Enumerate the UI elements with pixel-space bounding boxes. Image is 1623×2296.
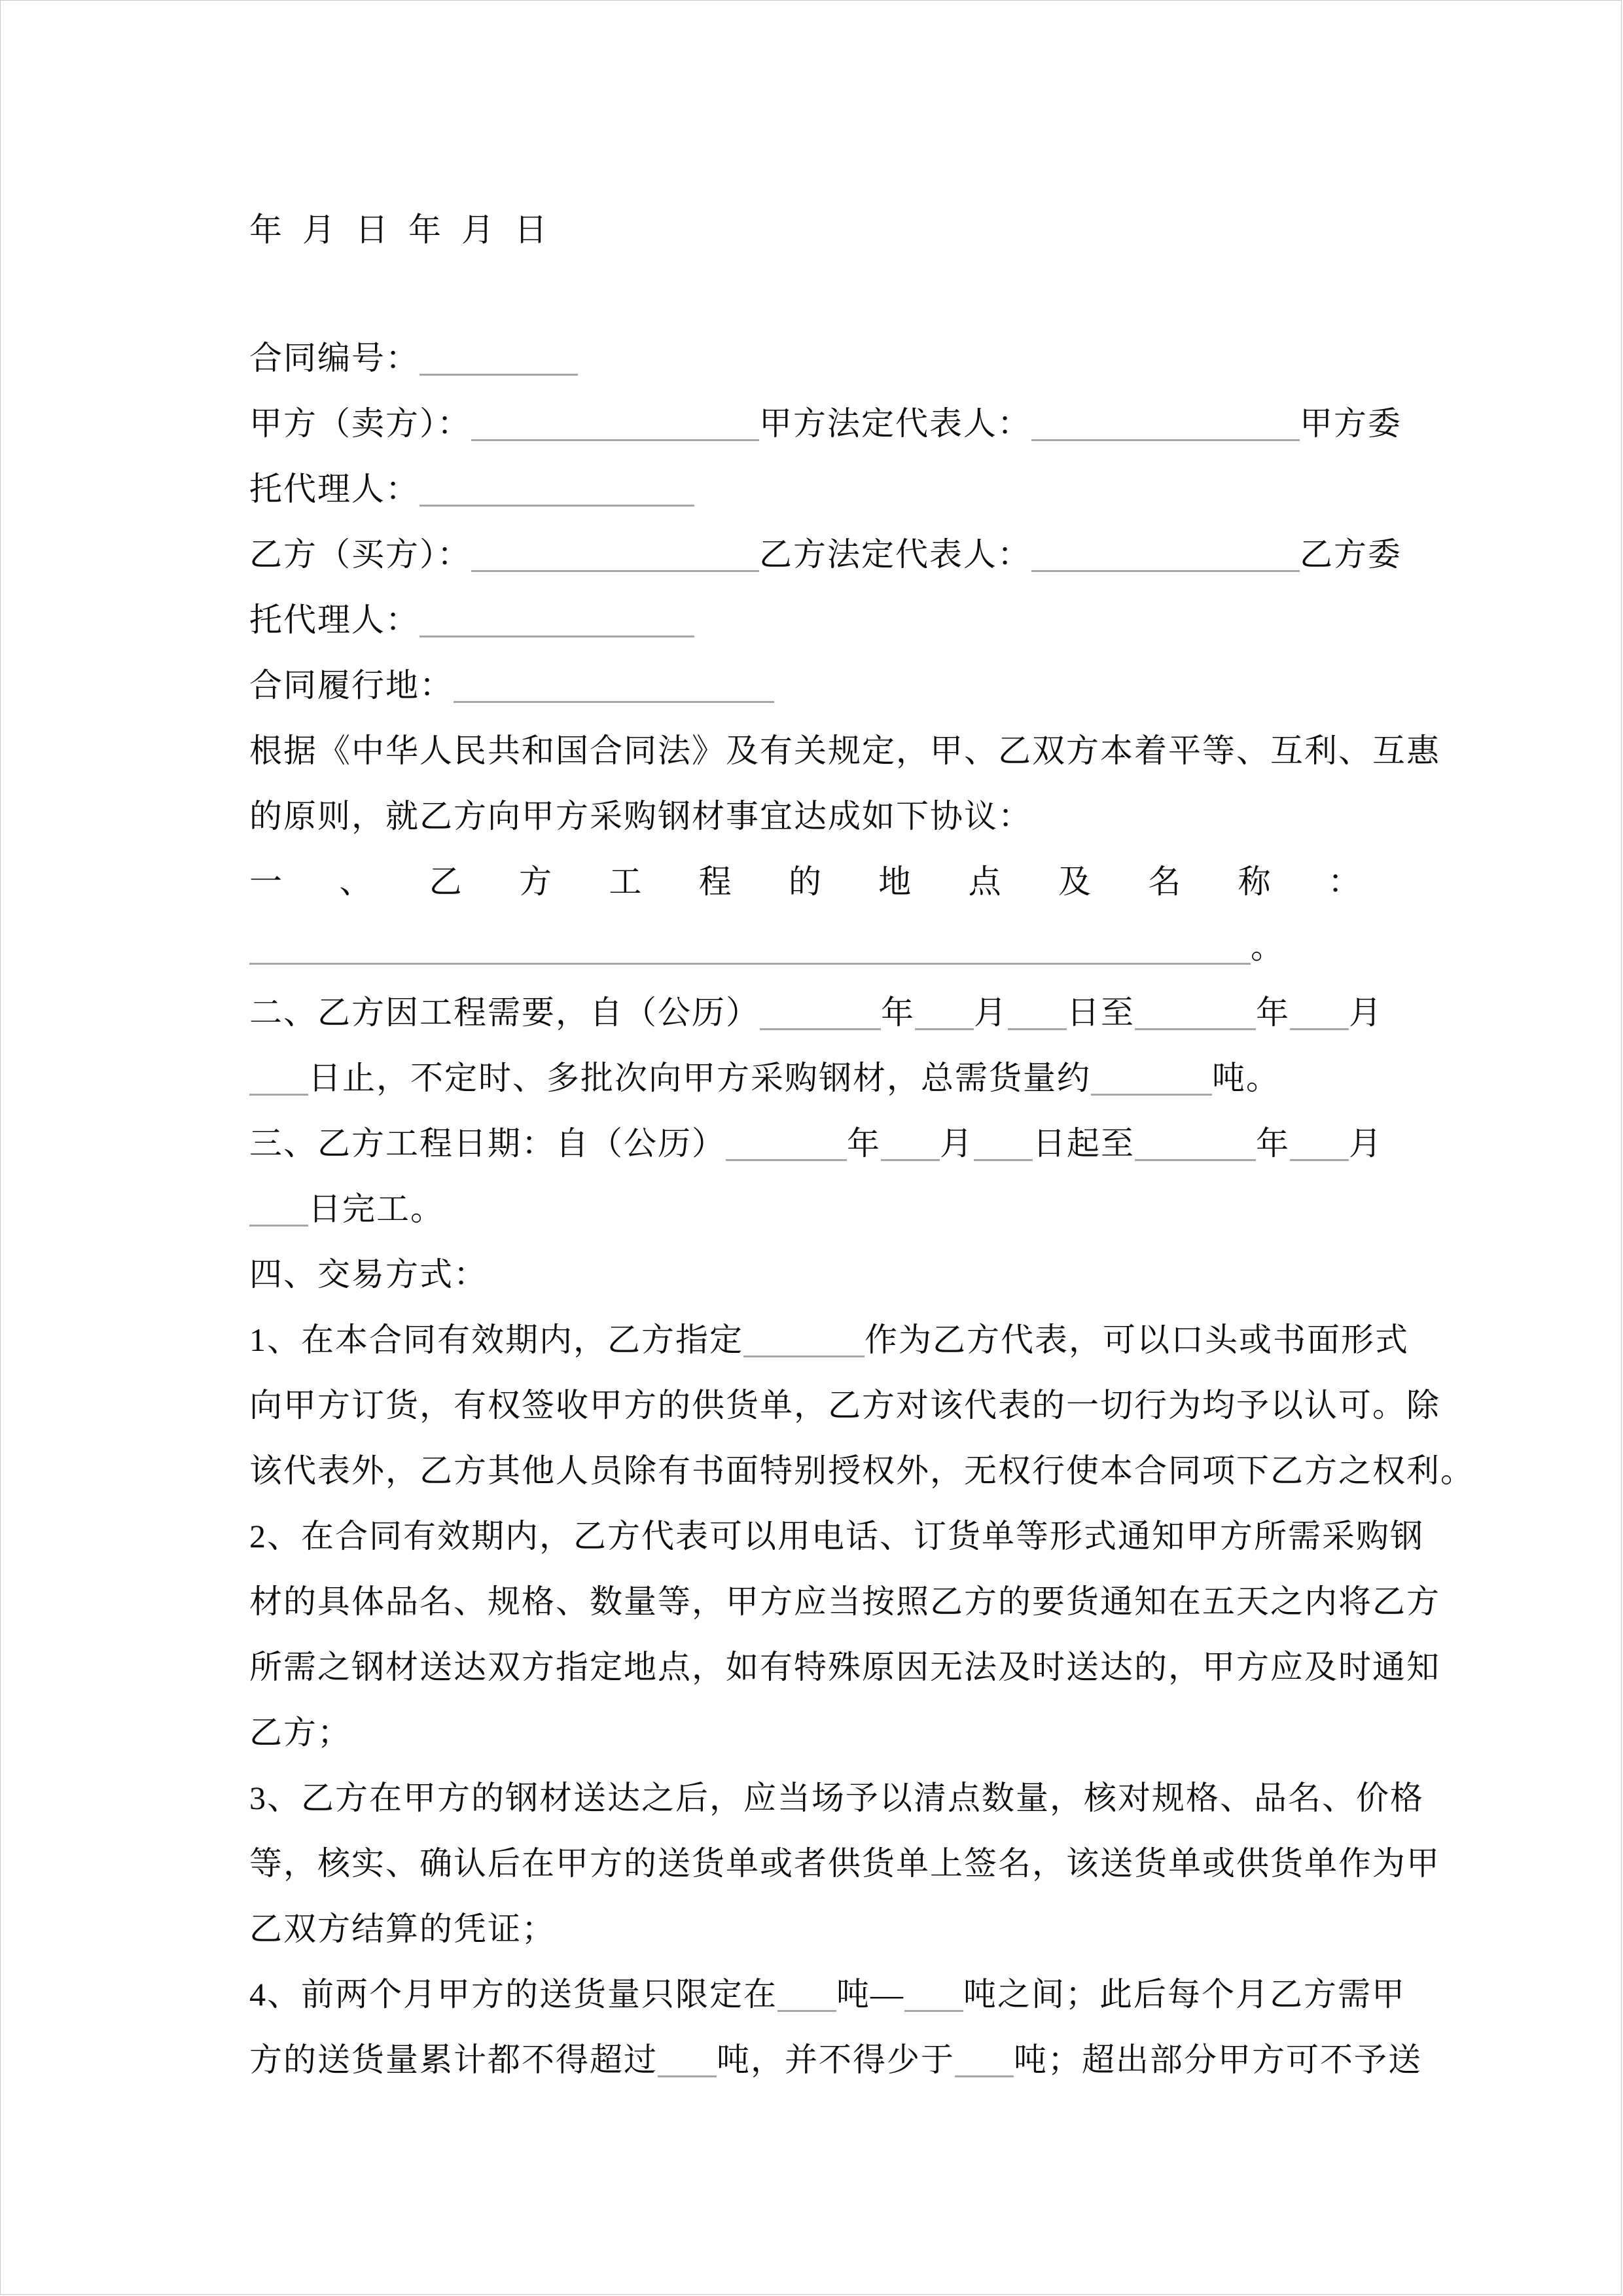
blank-field xyxy=(1031,570,1300,572)
line-party-a-agent xyxy=(249,456,1447,522)
text-run: 3、乙方在甲方的钢材送达之后，应当场予以清点数量，核对规格、品名、价格 xyxy=(249,1780,1424,1816)
line-party-a xyxy=(249,391,1447,456)
text-run: 作为乙方代表，可以口头或书面形式 xyxy=(865,1321,1409,1358)
line-clause-4-1-c xyxy=(249,1438,1474,1503)
text-run: 方 xyxy=(518,863,553,900)
text-run: 的 xyxy=(788,863,823,900)
text-run: 年 xyxy=(881,994,915,1031)
text-run: 月 xyxy=(1349,1125,1383,1162)
text-run: 吨，并不得少于 xyxy=(717,2041,955,2078)
line-preamble-1 xyxy=(249,718,1447,783)
text-run: 四、交易方式： xyxy=(249,1256,488,1293)
text-run: 2、在合同有效期内，乙方代表可以用电话、订货单等形式通知甲方所需采购钢 xyxy=(249,1518,1424,1554)
line-contract-number xyxy=(249,325,1447,391)
line-party-b xyxy=(249,522,1447,587)
text-run: 日止，不定时、多批次向甲方采购钢材，总需货量约 xyxy=(308,1060,1091,1096)
text-run: 点 xyxy=(968,863,1003,900)
blank-field xyxy=(904,2010,963,2012)
text-run: 工 xyxy=(609,863,643,900)
blank-field xyxy=(1135,1028,1256,1030)
document-body xyxy=(249,197,1474,2092)
blank-field xyxy=(1290,1028,1349,1030)
text-run: 托代理人： xyxy=(249,471,419,507)
text-run: 甲方（卖方）： xyxy=(249,405,471,442)
line-clause-4-3-a xyxy=(249,1765,1447,1831)
text-run: 1、在本合同有效期内，乙方指定 xyxy=(249,1321,743,1358)
text-run: 乙方委 xyxy=(1300,536,1402,573)
text-run: 称 xyxy=(1238,863,1272,900)
text-run: 的原则，就乙方向甲方采购钢材事宜达成如下协议： xyxy=(249,798,1032,834)
line-clause-4-2-c xyxy=(249,1634,1447,1700)
line-clause-1-blank xyxy=(249,914,1447,980)
text-run: 。 xyxy=(1251,929,1285,965)
blank-field xyxy=(419,505,694,507)
text-run: 甲方法定代表人： xyxy=(759,405,1031,442)
line-clause-4-1-a xyxy=(249,1307,1447,1372)
blank-field xyxy=(915,1028,974,1030)
text-run: 方的送货量累计都不得超过 xyxy=(249,2041,658,2078)
text-run: 乙 xyxy=(429,863,463,900)
text-run: 三、乙方工程日期：自（公历） xyxy=(249,1125,726,1162)
text-run: 吨。 xyxy=(1212,1060,1280,1096)
text-run: 甲方委 xyxy=(1300,405,1402,442)
blank-field xyxy=(249,1094,308,1096)
text-run: 年 xyxy=(847,1125,881,1162)
blank-field xyxy=(471,439,759,441)
text-run: 根据《中华人民共和国合同法》及有关规定，甲、乙双方本着平等、互利、互惠 xyxy=(249,732,1440,769)
text-run: 、 xyxy=(339,863,374,900)
text-run: 合同编号： xyxy=(249,340,419,376)
blank-field xyxy=(419,636,694,637)
text-run: 吨之间；此后每个月乙方需甲 xyxy=(963,1976,1406,2013)
text-run: 程 xyxy=(698,863,733,900)
blank-field xyxy=(1091,1094,1212,1096)
blank-field xyxy=(1031,439,1300,441)
text-run: 月 xyxy=(940,1125,974,1162)
text-run: 乙双方结算的凭证； xyxy=(249,1910,556,1947)
line-clause-4-2-a xyxy=(249,1503,1447,1569)
line-party-b-agent xyxy=(249,587,1447,653)
blank-field xyxy=(743,1355,865,1357)
line-clause-4-title xyxy=(249,1242,1447,1307)
text-run: 4、前两个月甲方的送货量只限定在 xyxy=(249,1976,777,2013)
line-performance-place xyxy=(249,653,1447,718)
text-run: 月 xyxy=(1349,994,1383,1031)
text-run: 吨；超出部分甲方可不予送 xyxy=(1014,2041,1422,2078)
blank-field xyxy=(974,1159,1033,1161)
text-run: 乙方（买方）： xyxy=(249,536,471,573)
text-run: 及 xyxy=(1058,863,1092,900)
blank-field xyxy=(955,2075,1014,2077)
text-run: 年 xyxy=(1256,994,1290,1031)
text-run: ： xyxy=(1327,863,1362,900)
text-run: 所需之钢材送达双方指定地点，如有特殊原因无法及时送达的，甲方应及时通知 xyxy=(249,1649,1440,1685)
blank-field xyxy=(760,1028,881,1030)
line-clause-3-b xyxy=(249,1176,1447,1242)
text-run: 乙方； xyxy=(249,1714,351,1751)
text-run: 合同履行地： xyxy=(249,667,454,704)
text-run: 等，核实、确认后在甲方的送货单或者供货单上签名，该送货单或供货单作为甲 xyxy=(249,1845,1440,1882)
line-clause-4-3-b xyxy=(249,1831,1447,1896)
blank-field xyxy=(471,570,759,572)
text-run: 吨— xyxy=(836,1976,904,2013)
text-run: 日起至 xyxy=(1033,1125,1135,1162)
text-run: 日完工。 xyxy=(308,1191,444,1227)
line-clause-3-a xyxy=(249,1111,1447,1176)
text-run: 年 xyxy=(1256,1125,1290,1162)
blank-field xyxy=(726,1159,847,1161)
text-run: 托代理人： xyxy=(249,601,419,638)
text-run: 地 xyxy=(878,863,913,900)
blank-field xyxy=(1008,1028,1067,1030)
blank-field xyxy=(454,701,774,703)
line-clause-4-4-a xyxy=(249,1962,1447,2027)
line-clause-1-title xyxy=(249,849,1362,914)
line-clause-4-4-b xyxy=(249,2027,1447,2092)
text-run: 月 xyxy=(974,994,1008,1031)
line-clause-2-a xyxy=(249,980,1447,1045)
blank-field xyxy=(419,374,578,376)
blank-field xyxy=(777,2010,836,2012)
line-clause-4-1-b xyxy=(249,1372,1447,1438)
line-clause-4-2-b xyxy=(249,1569,1447,1634)
blank-field xyxy=(249,1225,308,1227)
text-run: 日至 xyxy=(1067,994,1135,1031)
blank-field xyxy=(1290,1159,1349,1161)
text-run: 材的具体品名、规格、数量等，甲方应当按照乙方的要货通知在五天之内将乙方 xyxy=(249,1583,1440,1620)
blank-field xyxy=(1135,1159,1256,1161)
text-run: 名 xyxy=(1148,863,1183,900)
text-run: 乙方法定代表人： xyxy=(759,536,1031,573)
line-clause-4-3-c xyxy=(249,1896,1447,1962)
blank-field xyxy=(658,2075,717,2077)
line-date-header xyxy=(249,197,1447,262)
blank-field xyxy=(881,1159,940,1161)
line-preamble-2 xyxy=(249,783,1447,849)
text-run: 年 月 日 年 月 日 xyxy=(249,211,548,248)
line-clause-4-2-d xyxy=(249,1700,1447,1765)
line-clause-2-b xyxy=(249,1045,1447,1111)
text-run: 向甲方订货，有权签收甲方的供货单，乙方对该代表的一切行为均予以认可。除 xyxy=(249,1387,1440,1424)
text-run: 二、乙方因工程需要，自（公历） xyxy=(249,994,760,1031)
blank-field xyxy=(249,963,1251,965)
text-run: 一 xyxy=(249,863,283,900)
text-run: 该代表外，乙方其他人员除有书面特别授权外，无权行使本合同项下乙方之权利。 xyxy=(249,1452,1474,1489)
